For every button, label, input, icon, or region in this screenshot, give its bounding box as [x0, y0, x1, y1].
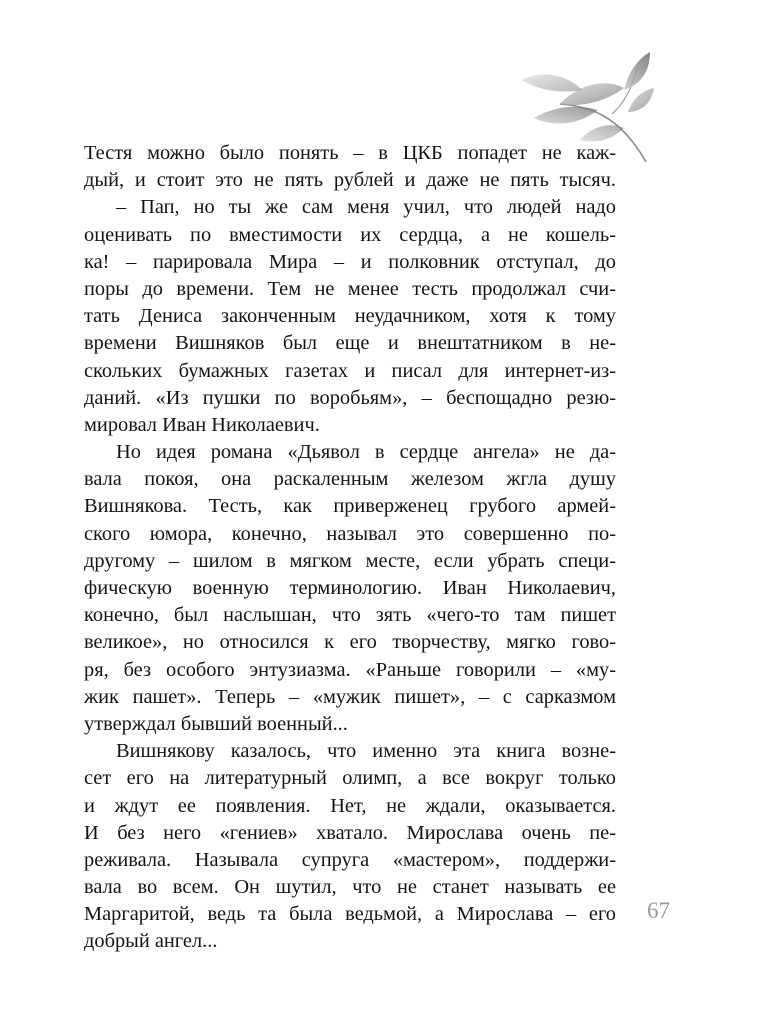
text-line: великое», но относился к его творчеству, мягко гово- [84, 631, 616, 654]
text-line: тать Дениса законченным неудачником, хотя к тому [84, 305, 616, 328]
text-line: утверждал бывший военный... [84, 712, 348, 735]
text-line: даний. «Из пушки по воробьям», – беспощадно резю- [84, 386, 616, 409]
text-line: времени Вишняков был еще и внештатником в не- [84, 332, 616, 355]
text-line: Но идея романа «Дьявол в сердце ангела» не да- [116, 441, 616, 464]
paragraph-1 [84, 140, 616, 194]
text-line: – Пап, но ты же сам меня учил, что людей надо [116, 196, 616, 219]
text-line: ря, без особого энтузиазма. «Раньше говорили – «му- [84, 658, 616, 681]
paragraph-2 [84, 194, 616, 439]
text-line: мировал Иван Николаевич. [84, 413, 320, 436]
text-line: реживала. Называла супруга «мастером», поддержи- [84, 848, 616, 871]
text-line: ского юмора, конечно, называл это совершенно по- [84, 522, 616, 545]
text-line: фическую военную терминологию. Иван Николаевич, [84, 577, 616, 599]
text-line: другому – шилом в мягком месте, если убрать специ- [84, 549, 616, 572]
body-text [84, 140, 616, 956]
text-line: дый, и стоит это не пять рублей и даже не пять тысяч. [84, 169, 616, 192]
text-line: жик пашет». Теперь – «мужик пишет», – с сарказмом [84, 685, 616, 708]
text-line: Вишнякова. Тесть, как приверженец грубого армей- [84, 495, 616, 518]
text-line: Вишнякову казалось, что именно эта книга вознe- [116, 740, 616, 763]
text-line: вала во всем. Он шутил, что не станет называть ее [84, 876, 616, 899]
text-line: И без него «гениев» хватало. Мирослава очень пе- [84, 821, 616, 844]
text-line: ка! – парировала Мира – и полковник отступал, до [84, 250, 616, 273]
page-number: 67 [647, 898, 670, 923]
text-line: вала покоя, она раскаленным железом жгла душу [84, 468, 616, 491]
text-line: Тестя можно было понять – в ЦКБ попадет не каж- [84, 142, 616, 164]
text-line: Маргаритой, ведь та была ведьмой, а Мирослава – его [84, 903, 616, 926]
text-line: поры до времени. Тем не менее тесть продолжал счи- [84, 277, 616, 300]
text-line: добрый ангел... [84, 930, 218, 953]
text-line: конечно, был наслышан, что зять «чего-то там пишет [84, 604, 616, 627]
text-line: скольких бумажных газетах и писал для интернет-из- [84, 359, 616, 382]
paragraph-3 [84, 439, 616, 738]
text-line: сет его на литературный олимп, а все вокруг только [84, 767, 616, 790]
text-line: и ждут ее появления. Нет, не ждали, оказывается. [84, 794, 616, 817]
paragraph-4 [84, 738, 616, 956]
text-line: оценивать по вместимости их сердца, а не кошель- [84, 223, 616, 246]
